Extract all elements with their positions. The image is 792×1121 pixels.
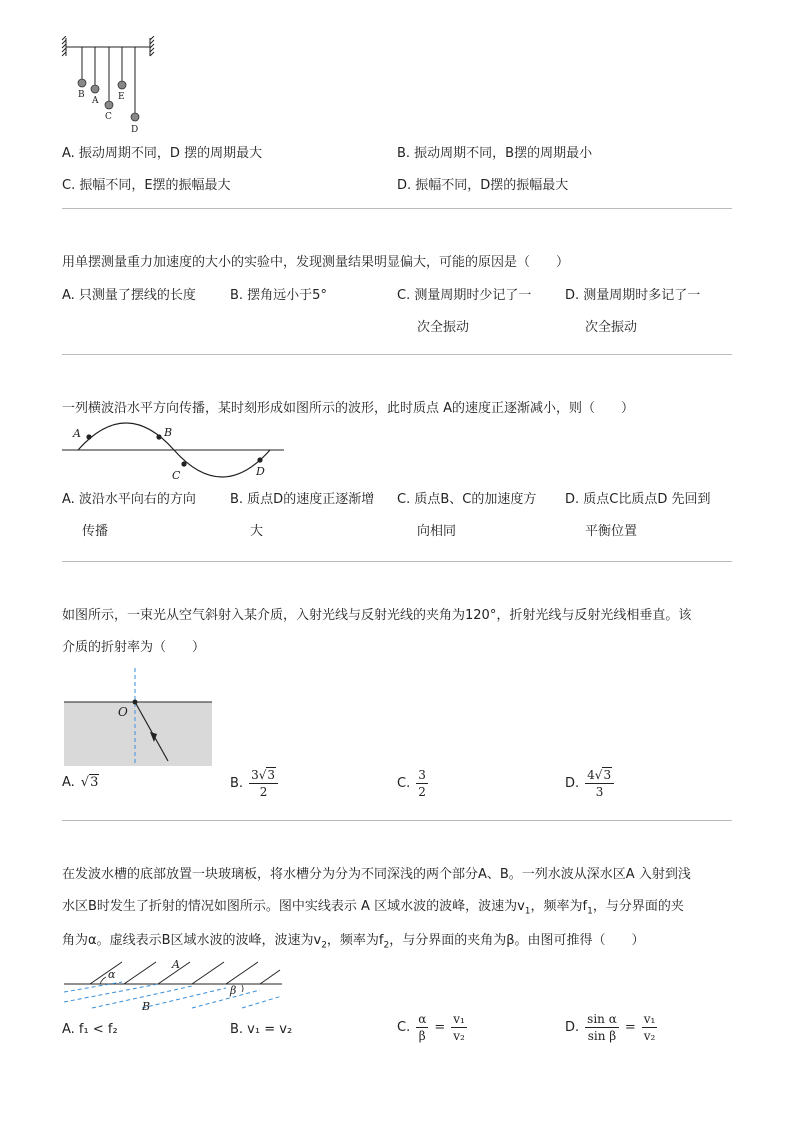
fraction-denominator: 3 [595, 785, 604, 799]
wave-figure [62, 418, 287, 482]
equals-sign: = [624, 1020, 636, 1035]
fraction-numerator: 4√3 [585, 768, 614, 784]
q3-option-b[interactable] [230, 488, 374, 539]
fraction-denominator: 2 [418, 785, 426, 799]
q2-option-d-line2: 次全振动 [585, 320, 638, 335]
coef: 4 [587, 768, 595, 782]
divider [62, 354, 732, 355]
fraction-numerator: 3 [418, 768, 426, 782]
wave-label-a: A [73, 427, 81, 440]
fraction-numerator: α [418, 1012, 427, 1026]
wave-label-d: D [256, 465, 265, 478]
wave-label-c: C [172, 469, 181, 482]
q4-option-a[interactable] [62, 775, 99, 790]
q3-option-c[interactable] [397, 488, 536, 539]
q4-option-c-label: C. [397, 776, 411, 791]
q3-option-a-line2: 传播 [82, 524, 109, 539]
pendulum-label-b: B [78, 90, 85, 100]
sqrt-expression: √3 [80, 775, 99, 790]
q5-option-a[interactable]: A. f₁ < f₂ [62, 1022, 118, 1037]
q3-option-c-line1: C. 质点B、C的加速度方 [397, 492, 537, 507]
angle-beta-label: β [230, 984, 237, 997]
q3-stem: 一列横波沿水平方向传播，某时刻形成如图所示的波形，此时质点 A的速度正逐渐减小，则（ ） [62, 401, 635, 416]
sqrt-radicand: 3 [90, 775, 99, 790]
q2-option-b[interactable]: B. 摆角远小于5° [230, 288, 327, 303]
divider [62, 208, 732, 209]
fraction-numerator: 3√3 [249, 768, 278, 784]
fraction-numerator: v₁ [643, 1012, 656, 1026]
q2-option-d[interactable] [565, 284, 700, 335]
q5-option-c-label: C. [397, 1020, 411, 1035]
angle-alpha-label: α [108, 968, 116, 981]
q2-option-a[interactable]: A. 只测量了摆线的长度 [62, 288, 196, 303]
fraction [451, 1012, 467, 1043]
subscript: 2 [321, 940, 327, 951]
q3-option-b-line2: 大 [250, 524, 264, 539]
q3-option-d-line2: 平衡位置 [585, 524, 638, 539]
pendulum-label-d: D [131, 125, 139, 135]
pendulum-label-e: E [118, 92, 125, 102]
fraction [585, 1012, 619, 1043]
q1-option-a[interactable]: A. 振动周期不同，D 摆的周期最大 [62, 146, 263, 161]
q4-stem-line2: 介质的折射率为（ ） [62, 640, 206, 655]
subscript: 1 [587, 906, 593, 917]
region-b-label: B [142, 1000, 151, 1013]
divider [62, 820, 732, 821]
fraction-numerator: v₁ [453, 1012, 465, 1026]
text: 水区B时发生了折射的情况如图所示。图中实线表示 A 区域水波的波峰，波速为v [62, 899, 525, 914]
water-wave-figure [62, 958, 284, 1014]
fraction [585, 768, 614, 799]
refraction-figure [62, 668, 214, 768]
q3-option-d-line1: D. 质点C比质点D 先回到 [565, 492, 711, 507]
q4-option-c[interactable] [397, 768, 428, 799]
subscript: 2 [383, 940, 390, 951]
fraction-denominator: sin β [587, 1029, 617, 1043]
q2-option-d-line1: D. 测量周期时多记了一 [565, 288, 701, 303]
sqrt-radicand: 3 [267, 768, 275, 782]
q4-stem-line1: 如图所示，一束光从空气斜射入某介质，入射光线与反射光线的夹角为120°，折射光线与反射光线相垂直。该 [62, 608, 692, 623]
q4-option-a-label: A. [62, 775, 75, 790]
pendulum-label-a: A [92, 96, 99, 106]
text: 角为α。虚线表示B区域水波的波峰，波速为v [62, 933, 322, 948]
sqrt-radicand: 3 [603, 768, 612, 782]
q2-option-c-line1: C. 测量周期时少记了一 [397, 288, 532, 303]
wave-label-b: B [164, 426, 173, 439]
q2-option-c-line2: 次全振动 [417, 320, 470, 335]
text: ，频率为f [326, 933, 384, 948]
q5-option-b[interactable]: B. v₁ = v₂ [230, 1022, 293, 1037]
q3-option-c-line2: 向相同 [417, 524, 457, 539]
fraction-denominator: 2 [259, 785, 268, 799]
q1-option-c[interactable]: C. 振幅不同，E摆的振幅最大 [62, 178, 231, 193]
q5-option-d-label: D. [565, 1020, 580, 1035]
q4-option-d[interactable] [565, 768, 614, 799]
q3-option-a[interactable] [62, 488, 196, 539]
q3-option-a-line1: A. 波沿水平向右的方向 [62, 492, 196, 507]
fraction-denominator: β [418, 1029, 426, 1043]
q4-option-b[interactable] [230, 768, 278, 799]
q2-stem: 用单摆测量重力加速度的大小的实验中，发现测量结果明显偏大，可能的原因是（ ） [62, 255, 570, 270]
q5-option-d[interactable] [565, 1012, 657, 1043]
divider [62, 561, 732, 562]
fraction [416, 1012, 428, 1043]
coef: 3 [251, 768, 259, 782]
q5-option-c[interactable] [397, 1012, 467, 1043]
q5-stem-line2 [62, 895, 684, 917]
fraction [416, 768, 428, 799]
pendulum-label-c: C [105, 112, 112, 122]
q4-option-b-label: B. [230, 776, 244, 791]
text: ，频率为f [530, 899, 588, 914]
text: ，与分界面的夹角为β。由图可推得（ ） [389, 933, 645, 948]
q2-option-c[interactable] [397, 284, 531, 335]
q3-option-b-line1: B. 质点D的速度正逐渐增 [230, 492, 375, 507]
q3-option-d[interactable] [565, 488, 711, 539]
q1-option-b[interactable]: B. 振动周期不同，B摆的周期最小 [397, 146, 593, 161]
q4-option-d-label: D. [565, 776, 580, 791]
q5-stem-line3 [62, 929, 645, 951]
fraction-denominator: v₂ [453, 1029, 465, 1043]
equals-sign: = [434, 1020, 446, 1035]
point-o-label: O [118, 705, 128, 719]
q5-stem-line1: 在发波水槽的底部放置一块玻璃板，将水槽分为分为不同深浅的两个部分A、B。一列水波从深水区A 入射到浅 [62, 867, 691, 882]
text: ，与分界面的夹 [592, 899, 684, 914]
fraction-denominator: v₂ [643, 1029, 656, 1043]
region-a-label: A [172, 958, 180, 971]
subscript: 1 [524, 906, 531, 917]
fraction [249, 768, 278, 799]
pendulum-figure [60, 36, 160, 136]
fraction [642, 1012, 658, 1043]
q1-option-d[interactable]: D. 振幅不同，D摆的振幅最大 [397, 178, 569, 193]
fraction-numerator: sin α [587, 1012, 617, 1026]
